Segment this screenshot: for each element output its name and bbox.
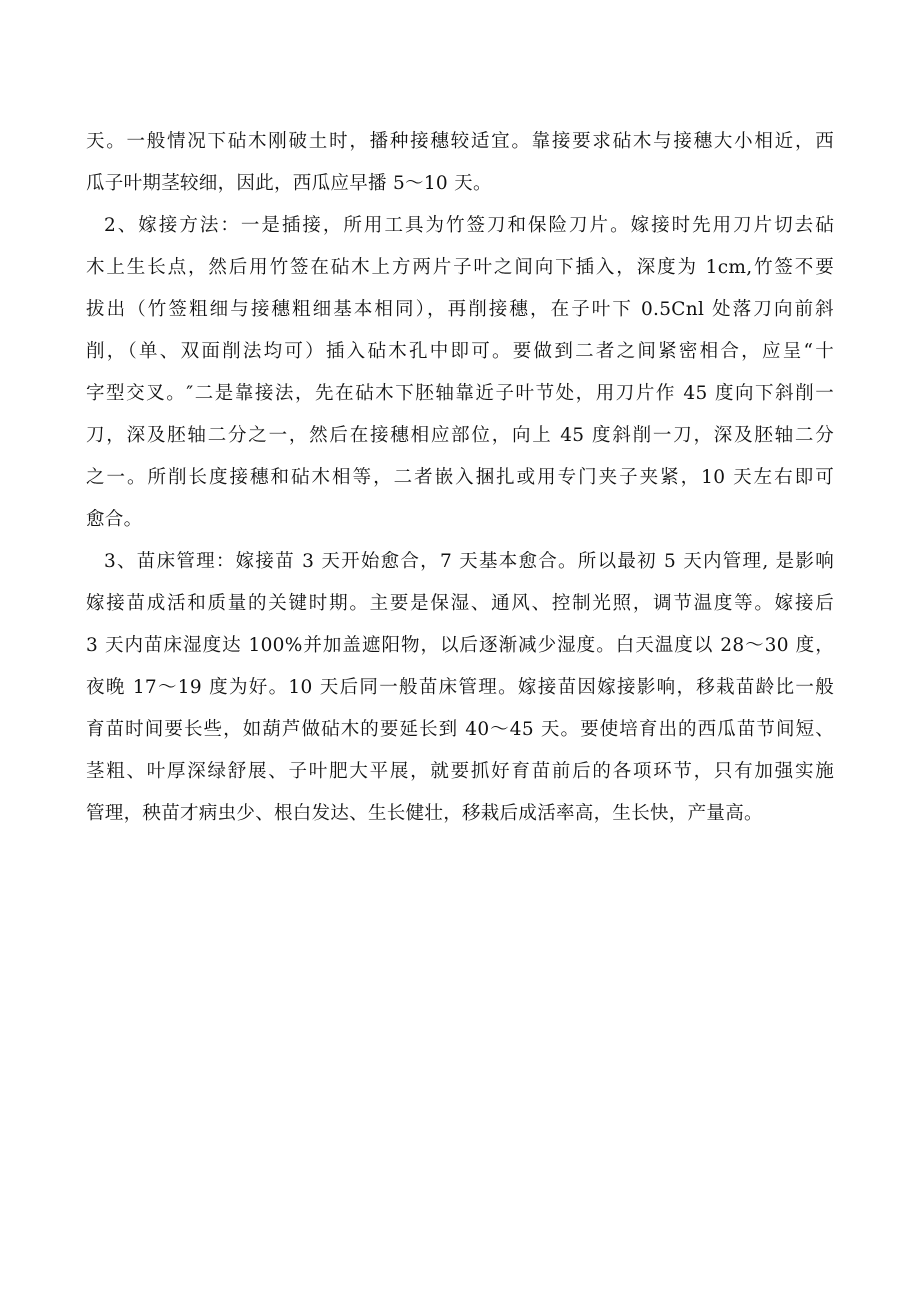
text-line: 夜晚 17～19 度为好。10 天后同一般苗床管理。嫁接苗因嫁接影响，移栽苗龄比一般 <box>86 677 834 698</box>
text-line: 愈合。 <box>86 509 143 530</box>
paragraph-continuation <box>86 121 834 205</box>
paragraph-seedbed-management <box>86 541 834 835</box>
text-line: 之一。所削长度接穗和砧木相等，二者嵌入捆扎或用专门夹子夹紧，10 天左右即可 <box>86 467 834 488</box>
text-line: 削，（单、双面削法均可）插入砧木孔中即可。要做到二者之间紧密相合，应呈“十 <box>86 341 834 362</box>
text-line: 瓜子叶期茎较细，因此，西瓜应早播 5～10 天。 <box>86 173 492 194</box>
text-line: 木上生长点，然后用竹签在砧木上方两片子叶之间向下插入，深度为 1cm,竹签不要 <box>86 257 834 278</box>
text-line: 3 天内苗床湿度达 100%并加盖遮阳物，以后逐渐减少湿度。白天温度以 28～30 度， <box>86 635 834 656</box>
text-line: 管理，秧苗才病虫少、根白发达、生长健壮，移栽后成活率高，生长快，产量高。 <box>86 803 763 824</box>
document-body <box>86 121 834 835</box>
text-line: 育苗时间要长些，如葫芦做砧木的要延长到 40～45 天。要使培育出的西瓜苗节间短、 <box>86 719 834 740</box>
paragraph-grafting-method <box>86 205 834 541</box>
text-line: 刀，深及胚轴二分之一，然后在接穗相应部位，向上 45 度斜削一刀，深及胚轴二分 <box>86 425 834 446</box>
text-line: 3、苗床管理：嫁接苗 3 天开始愈合，7 天基本愈合。所以最初 5 天内管理, 是影响 <box>104 551 834 572</box>
text-line: 天。一般情况下砧木刚破土时，播种接穗较适宜。靠接要求砧木与接穗大小相近，西 <box>86 131 834 152</box>
text-line: 拔出（竹签粗细与接穗粗细基本相同），再削接穗，在子叶下 0.5Cnl 处落刀向前斜 <box>86 299 834 320</box>
text-line: 嫁接苗成活和质量的关键时期。主要是保湿、通风、控制光照，调节温度等。嫁接后 <box>86 593 834 614</box>
text-line: 茎粗、叶厚深绿舒展、子叶肥大平展，就要抓好育苗前后的各项环节，只有加强实施 <box>86 761 834 782</box>
text-line: 2、嫁接方法：一是插接，所用工具为竹签刀和保险刀片。嫁接时先用刀片切去砧 <box>104 215 834 236</box>
text-line: 字型交叉。″二是靠接法，先在砧木下胚轴靠近子叶节处，用刀片作 45 度向下斜削一 <box>86 383 834 404</box>
